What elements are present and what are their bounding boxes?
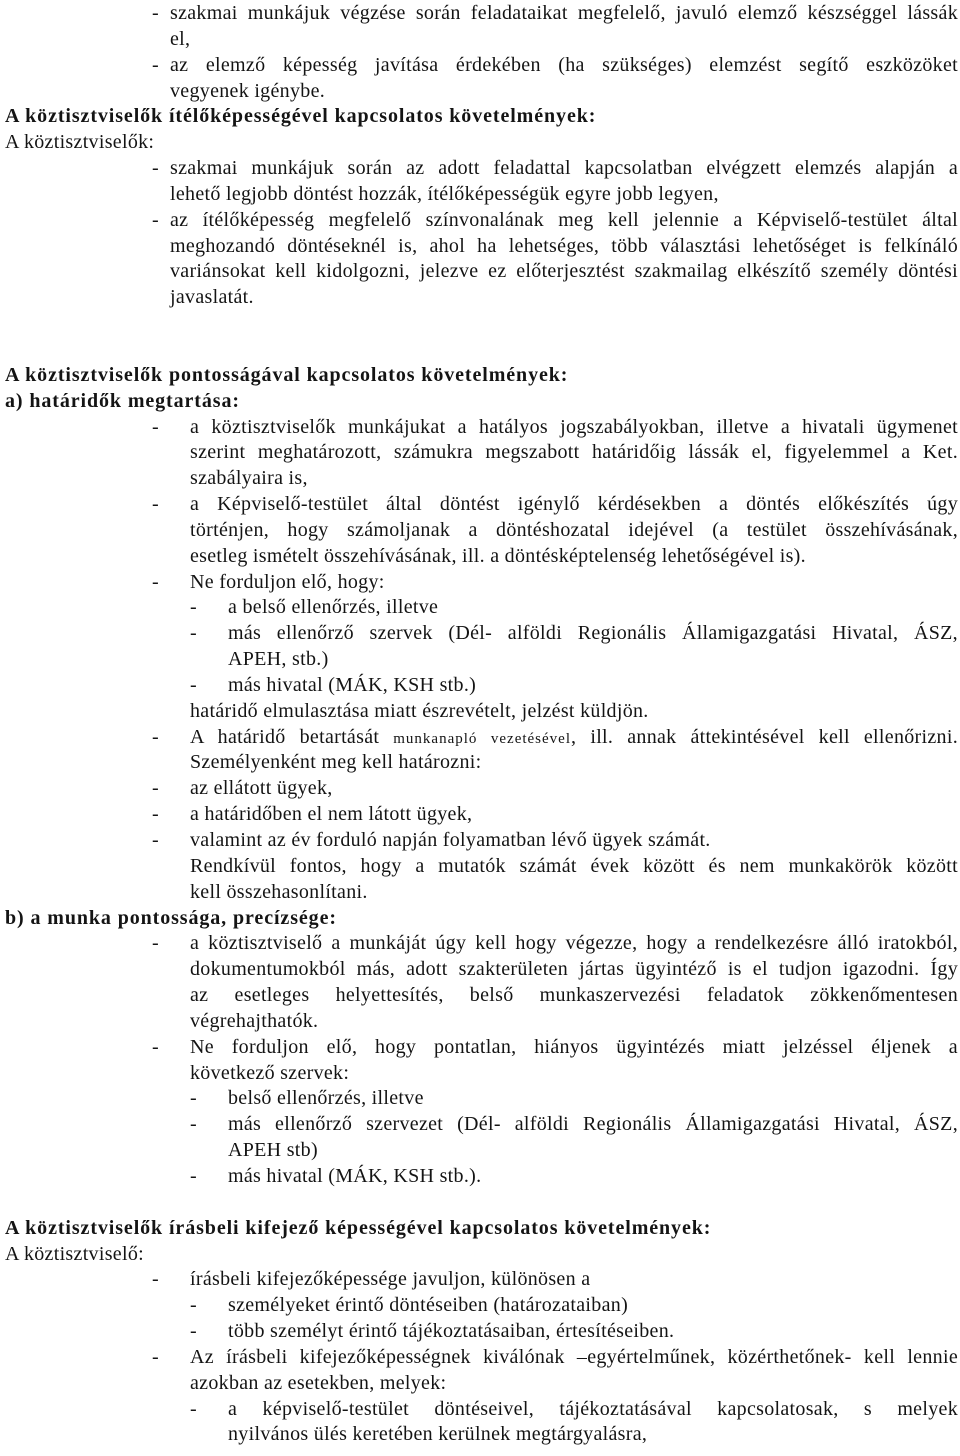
sub-list-item-text: a belső ellenőrzés, illetve <box>228 596 439 619</box>
list-item-continuation <box>0 544 960 570</box>
sub-list-item <box>0 673 960 699</box>
list-item-text: azokban az esetekben, melyek: <box>190 1371 447 1394</box>
list-item-text: Ne forduljon elő, hogy: <box>190 570 385 593</box>
subsection-heading-row <box>0 906 960 932</box>
sub-list-marker: - <box>190 622 197 645</box>
list-marker: - <box>152 53 159 76</box>
list-item-text: az ellátott ügyek, <box>190 777 333 800</box>
subsection-heading-row <box>0 389 960 415</box>
list-item-continuation <box>0 466 960 492</box>
list-item-continuation <box>0 983 960 1009</box>
list-item-text: történjen, hogy számoljanak a döntéshozatal idejével (a testület összehívásának, <box>190 518 958 541</box>
note-text: kell összehasonlítani. <box>190 880 368 903</box>
list-item <box>0 208 960 234</box>
sub-list-marker: - <box>190 1320 197 1343</box>
list-marker: - <box>152 157 159 180</box>
list-item-text: Ne forduljon elő, hogy pontatlan, hiányos ügyintézés miatt jelzéssel éljenek a <box>190 1035 958 1058</box>
note-row <box>0 699 960 725</box>
list-item <box>0 415 960 441</box>
sub-list-item-text: személyeket érintő döntéseiben (határozataiban) <box>228 1294 629 1317</box>
list-item-continuation <box>0 1009 960 1035</box>
list-item-text: meghozandó döntéseknél is, ahol ha lehetséges, több választási lehetőséget is felkínáló <box>170 234 958 257</box>
sub-list-item-text: a képviselő-testület döntéseivel, tájékoztatásával kapcsolatosak, s melyek <box>228 1397 958 1420</box>
sub-list-marker: - <box>190 1294 197 1317</box>
list-item-continuation <box>0 182 960 208</box>
sub-list-marker: - <box>190 673 197 696</box>
subsection-heading: a) határidők megtartása: <box>5 389 240 412</box>
list-item-continuation <box>0 440 960 466</box>
note-row <box>0 750 960 776</box>
sub-list-item-text: APEH stb) <box>228 1139 318 1162</box>
sub-list-item-text: más hivatal (MÁK, KSH stb.) <box>228 673 477 696</box>
subject-label: A köztisztviselők: <box>5 131 155 154</box>
list-item-continuation <box>0 259 960 285</box>
list-item-text <box>190 725 958 753</box>
list-item <box>0 1035 960 1061</box>
list-item-text: következő szervek: <box>190 1061 350 1084</box>
list-item-text: javaslatát. <box>170 286 254 309</box>
list-item-text: az ítélőképesség megfelelő színvonalának meg kell jelennie a Képviselő-testület által <box>170 208 958 231</box>
subject-label: A köztisztviselő: <box>5 1242 144 1265</box>
list-marker: - <box>152 415 159 438</box>
section-heading: A köztisztviselők pontosságával kapcsolatos követelmények: <box>5 363 569 386</box>
list-item <box>0 931 960 957</box>
list-item <box>0 570 960 596</box>
sub-list-item <box>0 1293 960 1319</box>
sub-list-item-continuation <box>0 647 960 673</box>
list-item <box>0 53 960 79</box>
sub-list-marker: - <box>190 1164 197 1187</box>
list-marker: - <box>152 777 159 800</box>
list-item-text: variánsokat kell kidolgozni, jelezve ez előterjesztést szakmailag elkészítő személy döntési <box>170 260 958 283</box>
list-item-continuation <box>0 285 960 311</box>
list-item-text: végrehajthatók. <box>190 1009 319 1032</box>
sub-list-item-continuation <box>0 1422 960 1448</box>
list-marker: - <box>152 1035 159 1058</box>
text-part: , ill. annak áttekintésével kell ellenőrizni. <box>571 725 958 748</box>
sub-list-item-text: más ellenőrző szervezet (Dél- alföldi Regionális Államigazgatási Hivatal, ÁSZ, <box>228 1113 958 1136</box>
note-text: határidő elmulasztása miatt észrevételt, jelzést küldjön. <box>190 699 649 722</box>
sub-list-item-text: nyilvános ülés keretében kerülnek megtárgyalásra, <box>228 1423 648 1446</box>
list-marker: - <box>152 2 159 24</box>
list-marker: - <box>152 1345 159 1368</box>
list-item-continuation <box>0 234 960 260</box>
list-item-continuation <box>0 1061 960 1087</box>
list-item <box>0 1345 960 1371</box>
list-item-text: vegyenek igénybe. <box>170 79 326 102</box>
subject-row <box>0 1242 960 1268</box>
section-heading-row <box>0 104 960 130</box>
list-item-text: a köztisztviselők munkájukat a hatályos jogszabályokban, illetve a hivatali ügymenet <box>190 415 958 438</box>
list-item-text: lehető legjobb döntést hozzák, ítélőképességük egyre jobb legyen, <box>170 182 719 205</box>
list-item-continuation <box>0 1371 960 1397</box>
list-item-text: az esetleges helyettesítés, belső munkaszervezési feladatok zökkenőmentesen <box>190 984 958 1007</box>
list-marker: - <box>152 829 159 851</box>
sub-list-marker: - <box>190 1087 197 1110</box>
sub-list-item <box>0 1112 960 1138</box>
sub-list-item <box>0 1086 960 1112</box>
sub-list-item <box>0 1397 960 1423</box>
list-item-text: Az írásbeli kifejezőképességnek kiválónak –egyértelműnek, közérthetőnek- kell lennie <box>190 1345 958 1368</box>
note-text: Rendkívül fontos, hogy a mutatók számát évek között és nem munkakörök között <box>190 854 958 877</box>
note-row <box>0 854 960 880</box>
sub-list-item <box>0 621 960 647</box>
list-item <box>0 156 960 182</box>
blank-line <box>0 1190 960 1216</box>
list-item-text: szakmai munkájuk során az adott feladattal kapcsolatban elvégzett elemzés alapján a <box>170 157 958 180</box>
sub-list-item <box>0 1319 960 1345</box>
blank-line <box>0 337 960 363</box>
sub-list-item-text: más ellenőrző szervek (Dél- alföldi Regionális Államigazgatási Hivatal, ÁSZ, <box>228 622 958 645</box>
list-item <box>0 776 960 802</box>
list-item <box>0 802 960 828</box>
list-item-text: a Képviselő-testület által döntést igénylő kérdésekben a döntés előkészítés úgy <box>190 493 958 516</box>
subsection-heading: b) a munka pontossága, precízsége: <box>5 906 337 929</box>
sub-list-item-continuation <box>0 1138 960 1164</box>
list-item-text: írásbeli kifejezőképessége javuljon, különösen a <box>190 1268 591 1291</box>
list-item-text: el, <box>170 27 191 50</box>
list-item-text: szakmai munkájuk végzése során feladataikat megfelelő, javuló elemző készséggel lássák <box>170 2 958 24</box>
section-heading-row <box>0 1216 960 1242</box>
sub-list-marker: - <box>190 1113 197 1136</box>
list-item-text: esetleg ismételt összehívásának, ill. a döntésképtelenség lehetőségével is). <box>190 544 806 567</box>
sub-list-item-text: belső ellenőrzés, illetve <box>228 1087 424 1110</box>
note-row <box>0 880 960 906</box>
small-text-part: munkanapló vezetésével <box>393 730 572 747</box>
list-item-text: a határidőben el nem látott ügyek, <box>190 803 473 826</box>
list-marker: - <box>152 570 159 593</box>
list-marker: - <box>152 932 159 955</box>
list-marker: - <box>152 208 159 231</box>
list-item <box>0 1267 960 1293</box>
section-heading: A köztisztviselők ítélőképességével kapcsolatos követelmények: <box>5 105 597 128</box>
subject-row <box>0 130 960 156</box>
list-item-text: szerint meghatározott, számukra megszabott határidőig lássák el, figyelemmel a Ket. <box>190 441 958 464</box>
text-part: A határidő betartását <box>190 725 380 748</box>
list-item <box>0 828 960 854</box>
section-heading-row <box>0 363 960 389</box>
blank-line <box>0 311 960 337</box>
sub-list-marker: - <box>190 596 197 619</box>
note-text: Személyenként meg kell határozni: <box>190 751 482 774</box>
list-item <box>0 492 960 518</box>
list-item-text: valamint az év forduló napján folyamatban lévő ügyek számát. <box>190 829 711 851</box>
list-marker: - <box>152 725 159 748</box>
list-item-text: dokumentumokból más, adott szakterületen jártas ügyintéző is el tudjon igazodni. Így <box>190 958 958 981</box>
list-item-text: szabályaira is, <box>190 467 308 490</box>
list-item-continuation <box>0 957 960 983</box>
list-item-continuation <box>0 27 960 53</box>
list-item <box>0 1 960 27</box>
sub-list-marker: - <box>190 1397 197 1420</box>
list-item <box>0 725 960 751</box>
sub-list-item-text: több személyt érintő tájékoztatásaiban, értesítéseiben. <box>228 1320 675 1343</box>
list-marker: - <box>152 493 159 516</box>
sub-list-item-text: más hivatal (MÁK, KSH stb.). <box>228 1164 482 1187</box>
list-marker: - <box>152 1268 159 1291</box>
sub-list-item-text: APEH, stb.) <box>228 648 329 671</box>
list-item-text: az elemző képesség javítása érdekében (ha szükséges) elemzést segítő eszközöket <box>170 53 958 76</box>
section-heading: A köztisztviselők írásbeli kifejező képességével kapcsolatos követelmények: <box>5 1216 712 1239</box>
list-item-text: a köztisztviselő a munkáját úgy kell hogy végezze, hogy a rendelkezésre álló iratokból, <box>190 932 958 955</box>
sub-list-item <box>0 595 960 621</box>
list-item-continuation <box>0 518 960 544</box>
list-marker: - <box>152 803 159 826</box>
sub-list-item <box>0 1164 960 1190</box>
list-item-continuation <box>0 79 960 105</box>
